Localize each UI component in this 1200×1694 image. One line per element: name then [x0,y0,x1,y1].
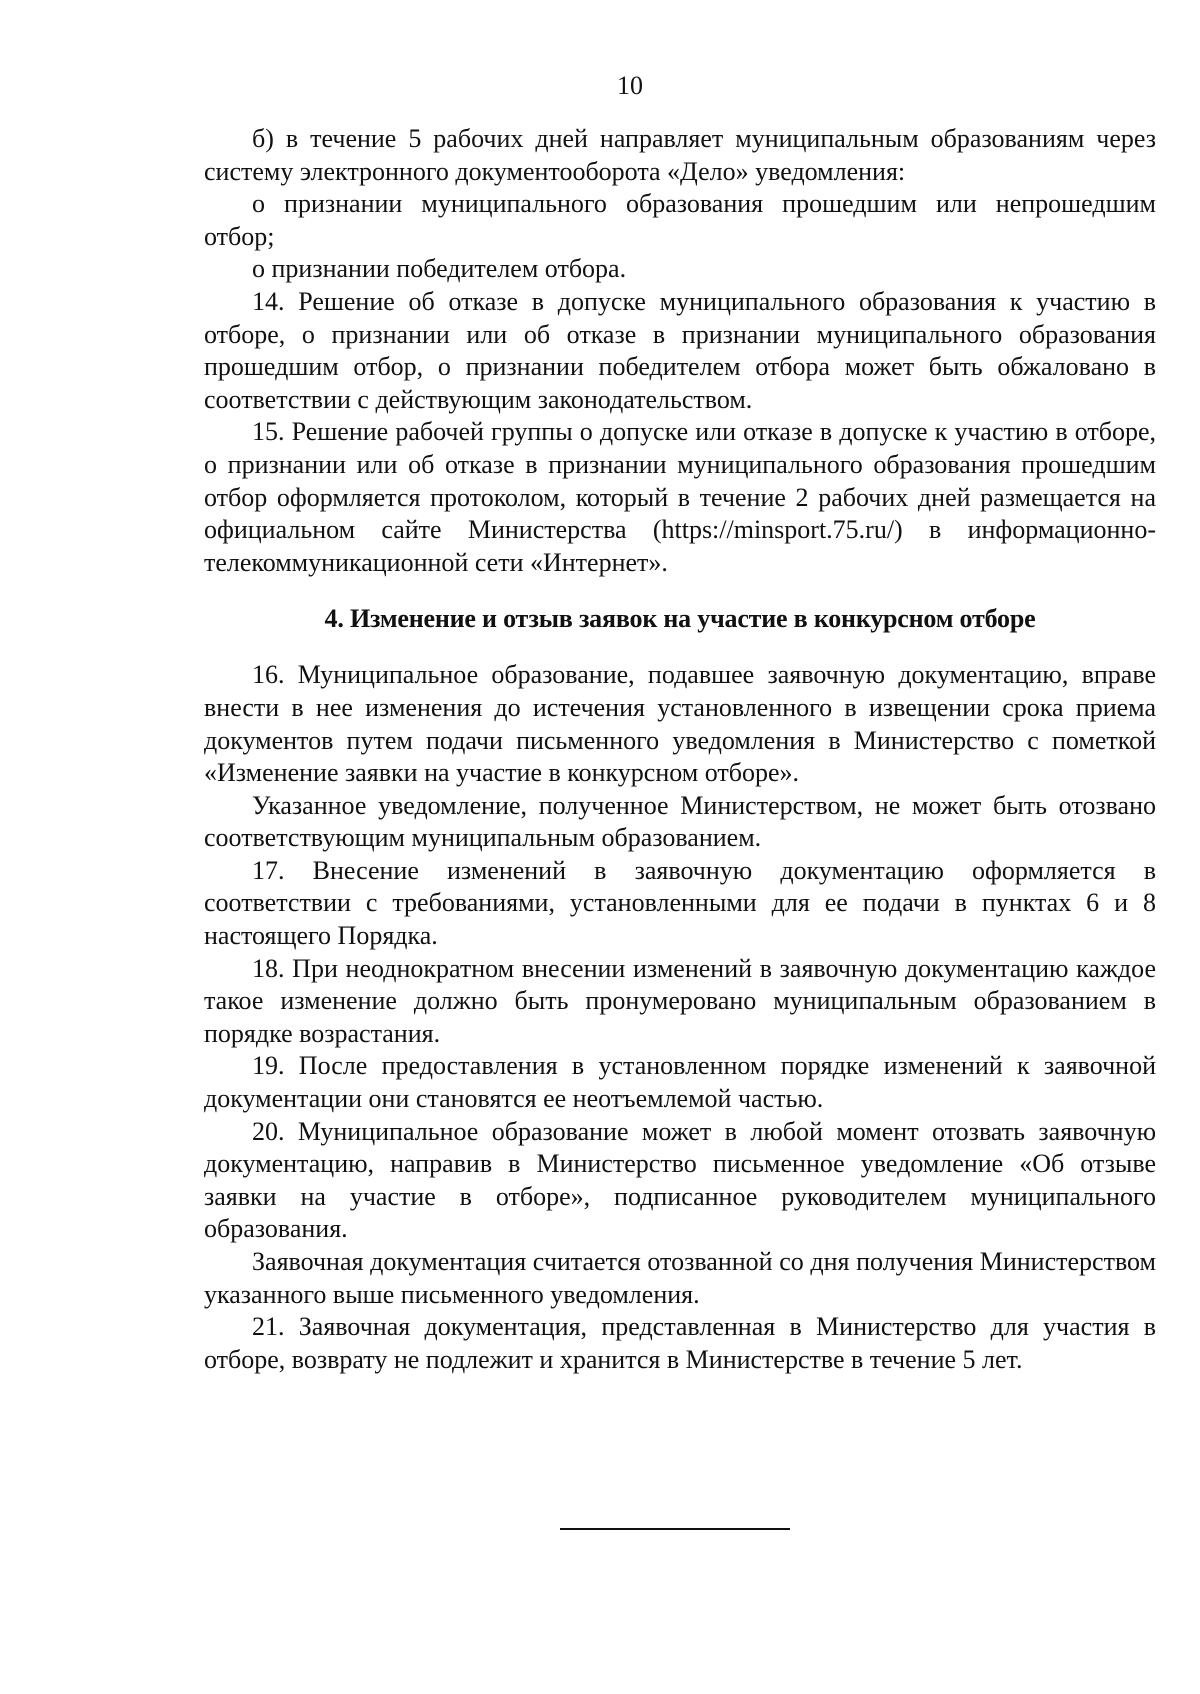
paragraph-13b: б) в течение 5 рабочих дней направляет муниципальным образованиям через систему электронного документооборота «Дело» уведомления: [204,124,1156,186]
paragraph-16-note: Указанное уведомление, полученное Министерством, не может быть отозвано соответствующим муниципальным образованием. [204,790,1156,853]
document-body [204,123,1156,1376]
page-number: 10 [617,71,643,100]
paragraph-15: 15. Решение рабочей группы о допуске или отказе в допуске к участию в отборе, о признании или об отказе в признании муниципального образования прошедшим отбор оформляется протоколом, который в течение 2 рабочих дней размещается на официальном сайте Министерства (https://minsport.75.ru/) в информационно-телекоммуникационной сети «Интернет». [204,417,1156,577]
paragraph-20: 20. Муниципальное образование может в любой момент отозвать заявочную документацию, направив в Министерство письменное уведомление «Об отзыве заявки на участие в отборе», подписанное руководителем муниципального образования. [204,1116,1156,1244]
paragraph-21: 21. Заявочная документация, представленная в Министерство для участия в отборе, возврату не подлежит и хранится в Министерстве в течение 5 лет. [204,1312,1156,1374]
end-separator-line [560,1528,790,1530]
paragraph-13b-item-1: о признании муниципального образования прошедшим или непрошедшим отбор; [204,189,1156,251]
paragraph-13b-item-2: о признании победителем отбора. [252,254,627,284]
paragraph-14: 14. Решение об отказе в допуске муниципального образования к участию в отборе, о признании или об отказе в признании муниципального образования прошедшим отбор, о признании победителем отбора может быть обжаловано в соответствии с действующим законодательством. [204,286,1156,414]
section-heading: 4. Изменение и отзыв заявок на участие в конкурсном отборе [324,604,1036,634]
paragraph-16: 16. Муниципальное образование, подавшее заявочную документацию, вправе внести в нее изменения до истечения установленного в извещении срока приема документов путем подачи письменного уведомления в Министерство с пометкой «Изменение заявки на участие в конкурсном отборе». [204,660,1156,788]
paragraph-19: 19. После предоставления в установленном порядке изменений к заявочной документации они становятся ее неотъемлемой частью. [204,1051,1156,1114]
paragraph-18: 18. При неоднократном внесении изменений в заявочную документацию каждое такое изменение должно быть пронумеровано муниципальным образованием в порядке возрастания. [204,953,1156,1048]
paragraph-17: 17. Внесение изменений в заявочную документацию оформляется в соответствии с требованиями, установленными для ее подачи в пунктах 6 и 8 настоящего Порядка. [204,855,1156,951]
paragraph-20-note: Заявочная документация считается отозванной со дня получения Министерством указанного выше письменного уведомления. [204,1247,1156,1309]
